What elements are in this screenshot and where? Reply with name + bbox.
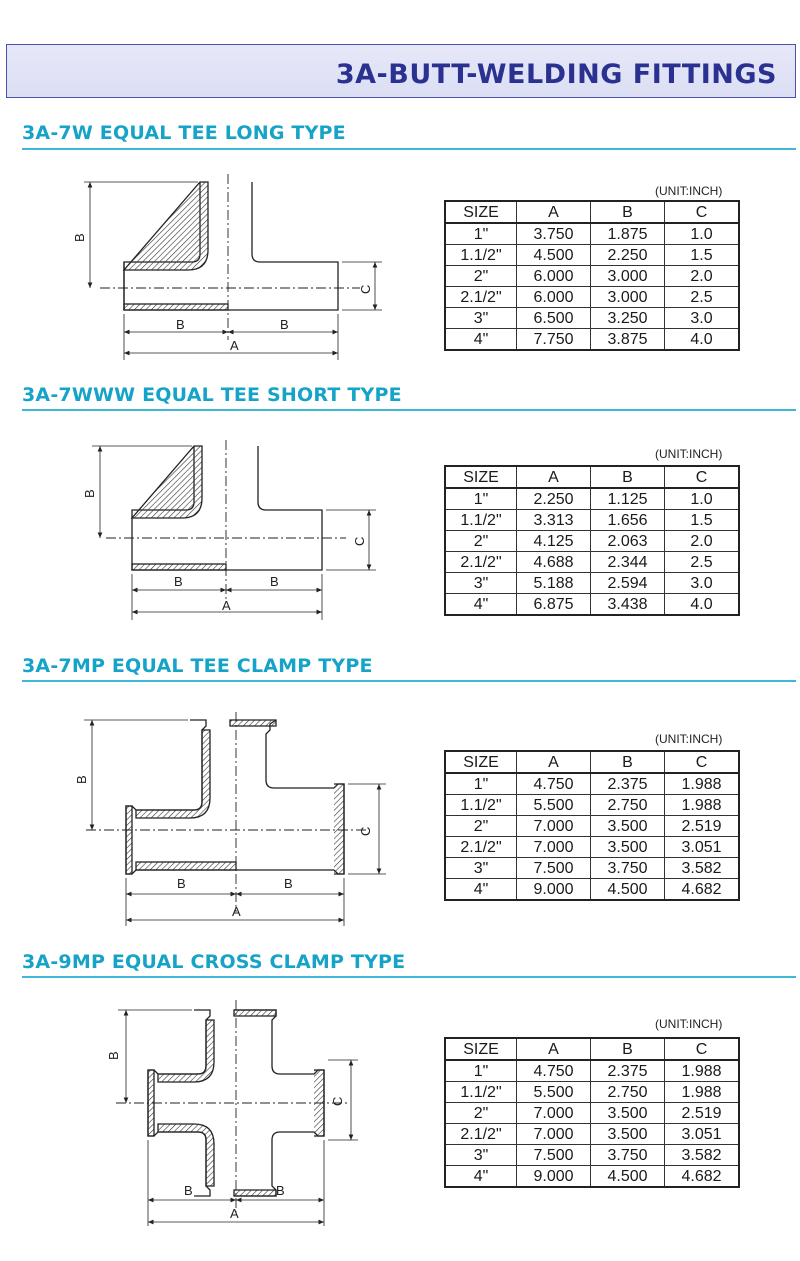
tee-long-drawing (70, 170, 390, 370)
cell-a: 4.688 (517, 552, 591, 573)
cell-size: 4" (445, 594, 517, 616)
cell-size: 2" (445, 816, 517, 837)
cell-b: 2.375 (591, 1060, 665, 1082)
dim-b-vertical: B (106, 1051, 121, 1060)
cell-b: 4.500 (591, 879, 665, 901)
table-header-row (445, 751, 739, 773)
dim-b-right: B (280, 317, 289, 332)
cell-a: 5.500 (517, 1082, 591, 1103)
cell-b: 1.125 (591, 488, 665, 510)
table-row (445, 879, 739, 901)
cross-clamp-drawing (96, 1000, 376, 1230)
cell-c: 1.5 (665, 510, 740, 531)
section-title-9mp: 3A-9MP EQUAL CROSS CLAMP TYPE (22, 951, 406, 973)
section-title-7www: 3A-7WWW EQUAL TEE SHORT TYPE (22, 384, 402, 406)
dim-c: C (330, 1096, 345, 1106)
cell-size: 1" (445, 223, 517, 245)
cell-b: 3.875 (591, 329, 665, 351)
dimension-table (444, 200, 740, 351)
cell-a: 3.750 (517, 223, 591, 245)
cell-a: 6.000 (517, 287, 591, 308)
section-title-7mp: 3A-7MP EQUAL TEE CLAMP TYPE (22, 655, 373, 677)
header-size: SIZE (445, 1038, 517, 1060)
cell-size: 1.1/2" (445, 795, 517, 816)
cell-b: 1.656 (591, 510, 665, 531)
cell-size: 3" (445, 573, 517, 594)
cell-size: 4" (445, 329, 517, 351)
cell-c: 4.0 (665, 594, 740, 616)
dimension-table (444, 750, 740, 901)
header-c: C (665, 466, 740, 488)
cell-size: 1.1/2" (445, 1082, 517, 1103)
header-b: B (591, 201, 665, 223)
dim-b-vertical: B (82, 489, 97, 498)
header-c: C (665, 201, 740, 223)
cell-b: 4.500 (591, 1166, 665, 1188)
cell-b: 2.750 (591, 795, 665, 816)
header-a: A (517, 751, 591, 773)
dimension-table (444, 465, 740, 616)
cell-size: 4" (445, 1166, 517, 1188)
cell-size: 3" (445, 858, 517, 879)
header-a: A (517, 1038, 591, 1060)
cell-size: 4" (445, 879, 517, 901)
cell-a: 5.188 (517, 573, 591, 594)
unit-label: (UNIT:INCH) (655, 1017, 723, 1031)
cell-a: 6.000 (517, 266, 591, 287)
cell-a: 7.000 (517, 816, 591, 837)
page-title: 3A-BUTT-WELDING FITTINGS (335, 59, 777, 90)
dim-c: C (352, 536, 367, 546)
section-divider (22, 148, 796, 150)
table-row (445, 223, 739, 245)
cell-size: 2.1/2" (445, 1124, 517, 1145)
table-row (445, 552, 739, 573)
cell-c: 2.519 (665, 816, 740, 837)
cell-b: 2.594 (591, 573, 665, 594)
cell-b: 2.375 (591, 773, 665, 795)
cell-a: 7.500 (517, 858, 591, 879)
header-size: SIZE (445, 201, 517, 223)
table-row (445, 1124, 739, 1145)
cell-c: 4.0 (665, 329, 740, 351)
cell-c: 2.5 (665, 552, 740, 573)
page-banner (6, 44, 796, 98)
table-row (445, 773, 739, 795)
cell-c: 3.582 (665, 1145, 740, 1166)
cell-c: 3.0 (665, 308, 740, 329)
cell-a: 7.750 (517, 329, 591, 351)
cell-size: 1" (445, 1060, 517, 1082)
cell-c: 3.051 (665, 837, 740, 858)
cell-size: 1" (445, 488, 517, 510)
cell-size: 2.1/2" (445, 837, 517, 858)
cell-b: 2.063 (591, 531, 665, 552)
cell-c: 1.0 (665, 488, 740, 510)
cell-b: 3.500 (591, 837, 665, 858)
cell-a: 4.750 (517, 1060, 591, 1082)
cell-c: 1.988 (665, 795, 740, 816)
cell-c: 1.988 (665, 1060, 740, 1082)
cell-b: 2.250 (591, 245, 665, 266)
cell-b: 3.500 (591, 1103, 665, 1124)
cell-c: 2.519 (665, 1103, 740, 1124)
table-row (445, 245, 739, 266)
dim-c: C (358, 284, 373, 294)
cell-a: 7.000 (517, 837, 591, 858)
dim-b-right: B (276, 1183, 285, 1198)
dim-a: A (232, 904, 241, 919)
table-row (445, 1166, 739, 1188)
cell-c: 1.988 (665, 1082, 740, 1103)
cell-a: 7.500 (517, 1145, 591, 1166)
cell-size: 3" (445, 308, 517, 329)
header-c: C (665, 751, 740, 773)
unit-label: (UNIT:INCH) (655, 732, 723, 746)
cell-c: 1.988 (665, 773, 740, 795)
cell-b: 3.250 (591, 308, 665, 329)
cell-b: 3.000 (591, 287, 665, 308)
dim-b-right: B (284, 876, 293, 891)
cell-size: 2.1/2" (445, 552, 517, 573)
cell-a: 7.000 (517, 1124, 591, 1145)
dim-b-left: B (174, 574, 183, 589)
unit-label: (UNIT:INCH) (655, 184, 723, 198)
table-row (445, 287, 739, 308)
table-row (445, 308, 739, 329)
header-b: B (591, 1038, 665, 1060)
dim-b-right: B (270, 574, 279, 589)
cell-a: 7.000 (517, 1103, 591, 1124)
section-divider (22, 409, 796, 411)
table-row (445, 1145, 739, 1166)
cell-b: 2.750 (591, 1082, 665, 1103)
unit-label: (UNIT:INCH) (655, 447, 723, 461)
table-row (445, 266, 739, 287)
dim-b-left: B (184, 1183, 193, 1198)
table-header-row (445, 1038, 739, 1060)
tee-short-drawing (76, 440, 386, 620)
cell-b: 3.000 (591, 266, 665, 287)
table-row (445, 1082, 739, 1103)
cell-c: 2.5 (665, 287, 740, 308)
dim-b-vertical: B (72, 233, 87, 242)
table-row (445, 837, 739, 858)
cell-size: 2" (445, 266, 517, 287)
cell-a: 4.750 (517, 773, 591, 795)
dim-c: C (358, 826, 373, 836)
cell-c: 3.582 (665, 858, 740, 879)
cell-a: 3.313 (517, 510, 591, 531)
tee-clamp-drawing (70, 712, 390, 927)
dim-b-left: B (177, 876, 186, 891)
table-row (445, 510, 739, 531)
table-row (445, 1103, 739, 1124)
cell-size: 2" (445, 1103, 517, 1124)
cell-c: 2.0 (665, 531, 740, 552)
cell-b: 1.875 (591, 223, 665, 245)
header-c: C (665, 1038, 740, 1060)
cell-a: 9.000 (517, 1166, 591, 1188)
table-row (445, 531, 739, 552)
cell-b: 3.500 (591, 816, 665, 837)
cell-a: 4.500 (517, 245, 591, 266)
cell-c: 2.0 (665, 266, 740, 287)
cell-c: 3.0 (665, 573, 740, 594)
table-row (445, 816, 739, 837)
table-row (445, 488, 739, 510)
cell-a: 6.875 (517, 594, 591, 616)
dim-a: A (230, 1206, 239, 1221)
cell-c: 4.682 (665, 879, 740, 901)
table-row (445, 858, 739, 879)
header-b: B (591, 751, 665, 773)
table-header-row (445, 466, 739, 488)
dim-b-vertical: B (74, 775, 89, 784)
header-size: SIZE (445, 751, 517, 773)
cell-size: 2" (445, 531, 517, 552)
cell-b: 3.750 (591, 1145, 665, 1166)
cell-c: 1.5 (665, 245, 740, 266)
dimension-table (444, 1037, 740, 1188)
cell-size: 1.1/2" (445, 245, 517, 266)
cell-b: 3.500 (591, 1124, 665, 1145)
cell-size: 2.1/2" (445, 287, 517, 308)
cell-size: 3" (445, 1145, 517, 1166)
section-divider (22, 976, 796, 978)
cell-b: 2.344 (591, 552, 665, 573)
cell-a: 2.250 (517, 488, 591, 510)
cell-b: 3.438 (591, 594, 665, 616)
table-header-row (445, 201, 739, 223)
cell-a: 6.500 (517, 308, 591, 329)
header-a: A (517, 201, 591, 223)
cell-a: 4.125 (517, 531, 591, 552)
dim-a: A (222, 598, 231, 613)
section-title-7w: 3A-7W EQUAL TEE LONG TYPE (22, 122, 346, 144)
cell-c: 1.0 (665, 223, 740, 245)
cell-c: 4.682 (665, 1166, 740, 1188)
cell-a: 9.000 (517, 879, 591, 901)
header-size: SIZE (445, 466, 517, 488)
dim-a: A (230, 338, 239, 353)
table-row (445, 329, 739, 351)
dim-b-left: B (176, 317, 185, 332)
cell-b: 3.750 (591, 858, 665, 879)
table-row (445, 795, 739, 816)
cell-c: 3.051 (665, 1124, 740, 1145)
table-row (445, 1060, 739, 1082)
table-row (445, 573, 739, 594)
header-b: B (591, 466, 665, 488)
table-row (445, 594, 739, 616)
section-divider (22, 680, 796, 682)
cell-size: 1.1/2" (445, 510, 517, 531)
cell-a: 5.500 (517, 795, 591, 816)
header-a: A (517, 466, 591, 488)
cell-size: 1" (445, 773, 517, 795)
